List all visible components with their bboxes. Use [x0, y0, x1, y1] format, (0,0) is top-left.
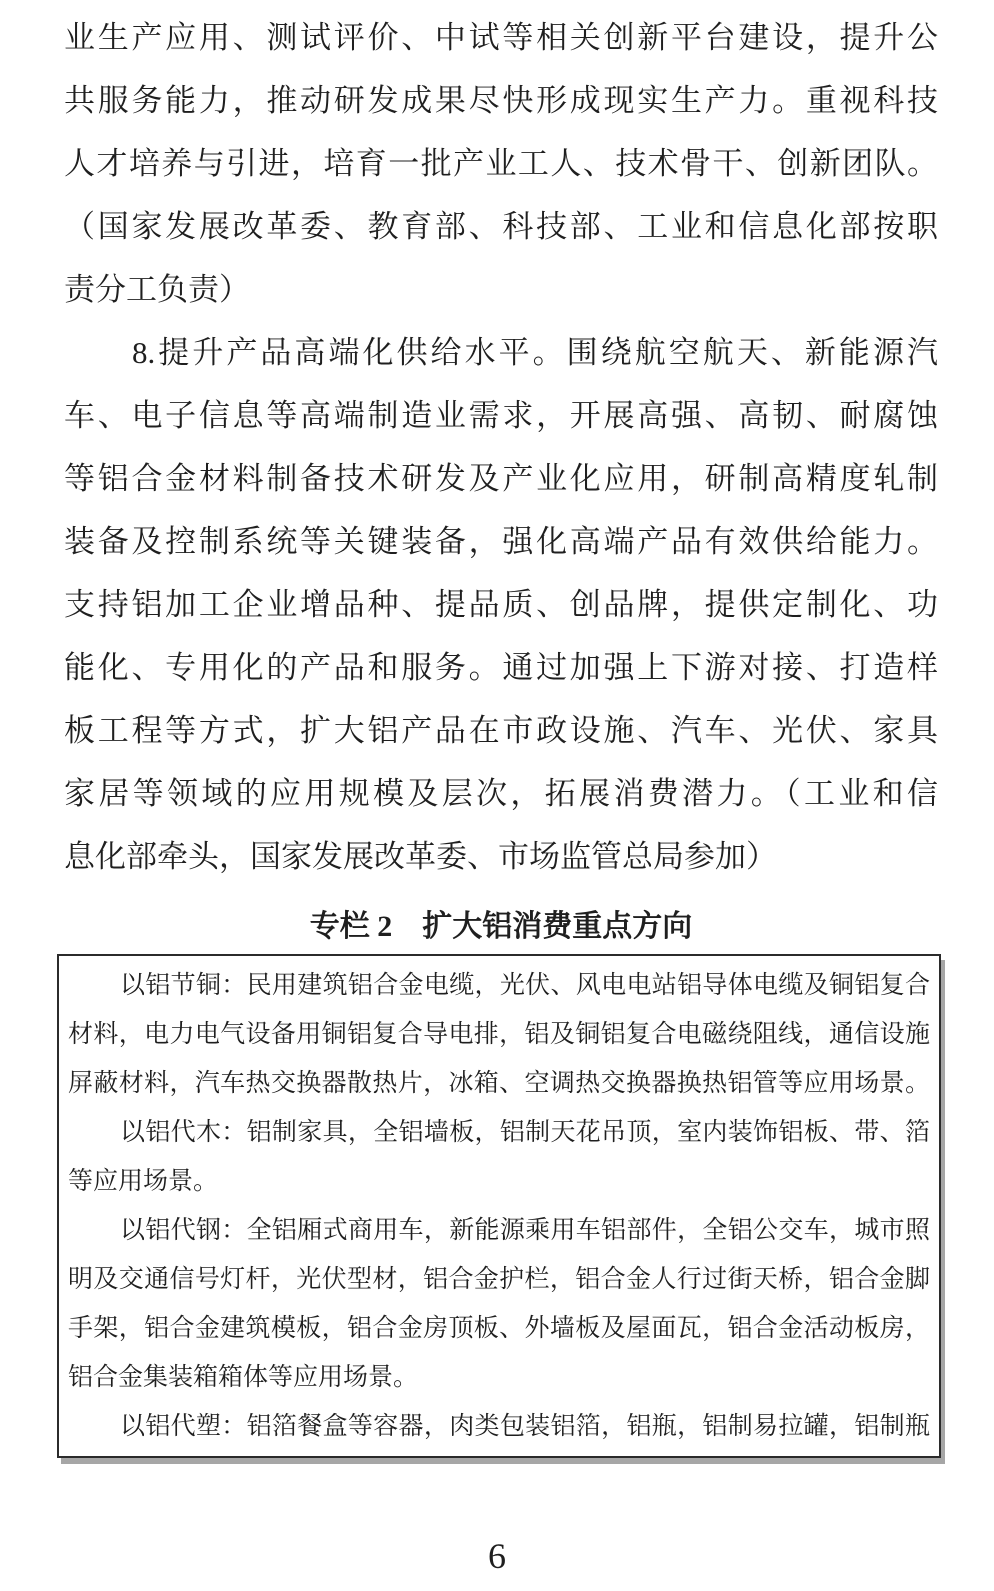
text-line: 明及交通信号灯杆，光伏型材，铝合金护栏，铝合金人行过街天桥，铝合金脚	[68, 1266, 930, 1293]
text-line: 以铝代塑：铝箔餐盒等容器，肉类包装铝箔，铝瓶，铝制易拉罐，铝制瓶	[120, 1413, 930, 1440]
text-line: 8.提升产品高端化供给水平。围绕航空航天、新能源汽	[132, 335, 938, 370]
text-line: 板工程等方式，扩大铝产品在市政设施、汽车、光伏、家具	[64, 713, 938, 748]
text-line: 能化、专用化的产品和服务。通过加强上下游对接、打造样	[64, 650, 938, 685]
page-number: 6	[488, 1536, 506, 1576]
text-line: 屏蔽材料，汽车热交换器散热片，冰箱、空调热交换器换热铝管等应用场景。	[68, 1070, 930, 1097]
text-line: 共服务能力，推动研发成果尽快形成现实生产力。重视科技	[64, 83, 938, 118]
text-line: 以铝节铜：民用建筑铝合金电缆，光伏、风电电站铝导体电缆及铜铝复合	[120, 972, 930, 999]
text-line: 人才培养与引进，培育一批产业工人、技术骨干、创新团队。	[64, 146, 938, 181]
text-line: 手架，铝合金建筑模板，铝合金房顶板、外墙板及屋面瓦，铝合金活动板房，	[68, 1315, 930, 1342]
text-line: 等铝合金材料制备技术研发及产业化应用，研制高精度轧制	[64, 461, 938, 496]
text-line: 以铝代钢：全铝厢式商用车，新能源乘用车铝部件，全铝公交车，城市照	[120, 1217, 930, 1244]
text-line: 等应用场景。	[68, 1168, 219, 1195]
text-line: 车、电子信息等高端制造业需求，开展高强、高韧、耐腐蚀	[64, 398, 938, 433]
text-line: 家居等领域的应用规模及层次，拓展消费潜力。（工业和信	[64, 776, 938, 811]
box-title: 专栏 2 扩大铝消费重点方向	[309, 910, 693, 943]
text-line: （国家发展改革委、教育部、科技部、工业和信息化部按职	[64, 209, 938, 244]
text-line: 材料，电力电气设备用铜铝复合导电排，铝及铜铝复合电磁绕阻线，通信设施	[68, 1021, 930, 1048]
text-line: 支持铝加工企业增品种、提品质、创品牌，提供定制化、功	[64, 587, 938, 622]
text-line: 以铝代木：铝制家具，全铝墙板，铝制天花吊顶，室内装饰铝板、带、箔	[120, 1119, 930, 1146]
text-line: 业生产应用、测试评价、中试等相关创新平台建设，提升公	[64, 20, 938, 55]
text-line: 息化部牵头，国家发展改革委、市场监管总局参加）	[64, 839, 777, 874]
text-line: 装备及控制系统等关键装备，强化高端产品有效供给能力。	[64, 524, 938, 559]
text-line: 铝合金集装箱箱体等应用场景。	[68, 1364, 419, 1391]
callout-box	[57, 954, 941, 1458]
page-footer	[0, 1536, 994, 1576]
text-line: 责分工负责）	[64, 272, 250, 307]
main-text	[64, 6, 938, 888]
